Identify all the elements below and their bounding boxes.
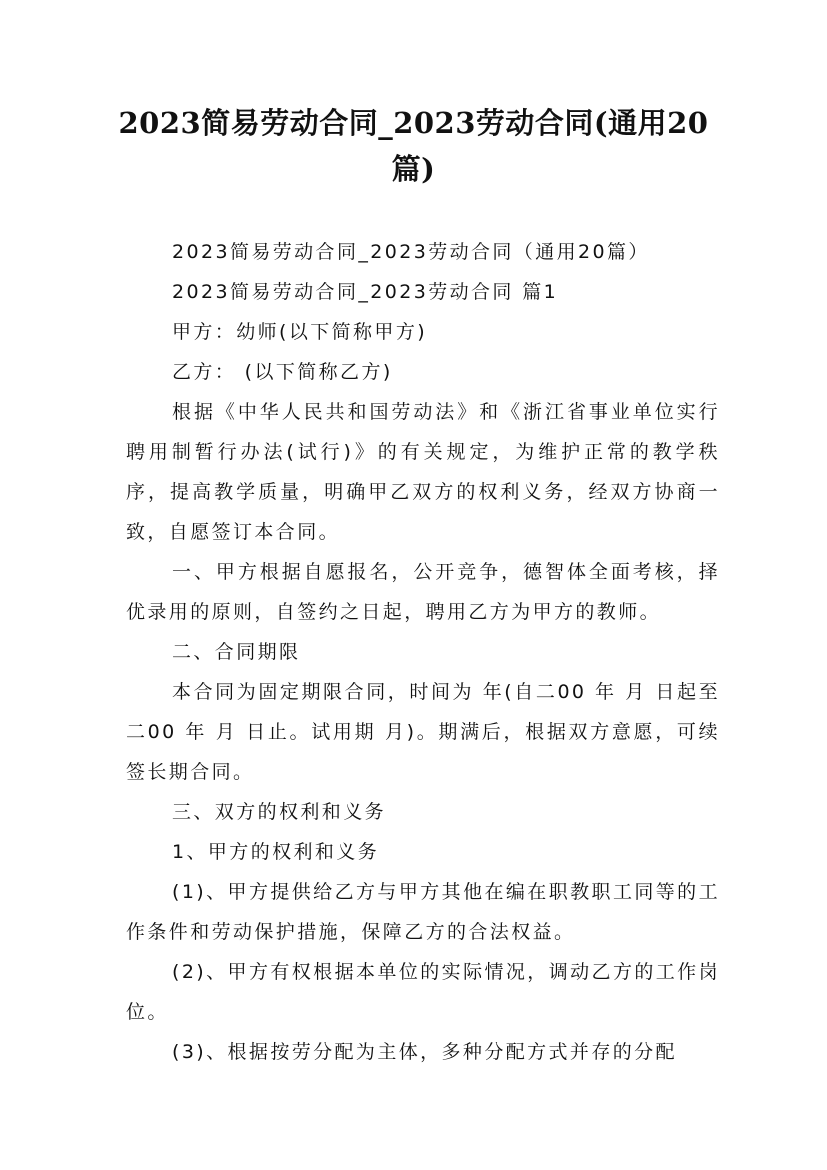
paragraph-section-title: 2023简易劳动合同_2023劳动合同 篇1: [172, 281, 559, 303]
paragraph-party-a-rights-heading: 1、甲方的权利和义务: [172, 841, 380, 863]
paragraph-clause-two-heading: 二、合同期限: [172, 641, 301, 663]
paragraph-party-a: 甲方：幼师(以下简称甲方): [172, 321, 428, 343]
paragraph-party-b: 乙方： (以下简称乙方): [172, 361, 393, 383]
paragraph-clause-three-heading: 三、双方的权利和义务: [172, 801, 387, 823]
document-title: 2023简易劳动合同_2023劳动合同(通用20篇): [118, 106, 709, 186]
paragraph-party-a-right-2: (2)、甲方有权根据本单位的实际情况，调动乙方的工作岗位。: [126, 961, 720, 1023]
paragraph-heading-full: 2023简易劳动合同_2023劳动合同（通用20篇）: [172, 241, 650, 263]
paragraph-party-a-right-1: (1)、甲方提供给乙方与甲方其他在编在职教职工同等的工作条件和劳动保护措施，保障乙方的合法权益。: [126, 881, 720, 943]
document-body: [126, 232, 720, 1072]
paragraph-clause-one: 一、甲方根据自愿报名，公开竞争，德智体全面考核，择优录用的原则，自签约之日起，聘用乙方为甲方的教师。: [126, 561, 720, 623]
paragraph-legal-basis: 根据《中华人民共和国劳动法》和《浙江省事业单位实行聘用制暂行办法(试行)》的有关规定，为维护正常的教学秩序，提高教学质量，明确甲乙双方的权利义务，经双方协商一致，自愿签订本合同。: [126, 401, 720, 543]
paragraph-contract-term: 本合同为固定期限合同，时间为 年(自二00 年 月 日起至二00 年 月 日止。试用期 月)。期满后，根据双方意愿，可续签长期合同。: [126, 681, 720, 783]
paragraph-party-a-right-3: (3)、根据按劳分配为主体，多种分配方式并存的分配: [172, 1041, 677, 1063]
